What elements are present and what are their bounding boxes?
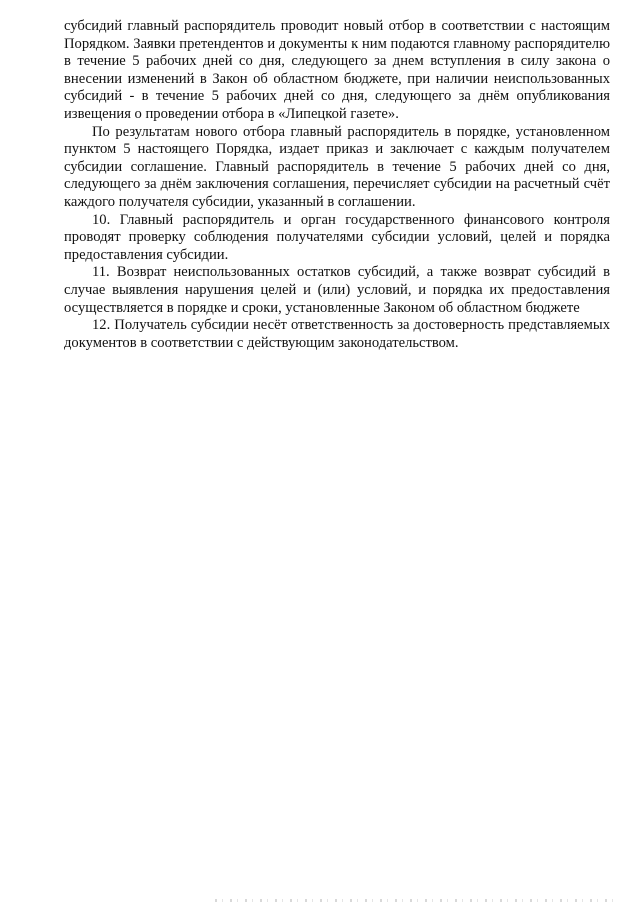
paragraph-11: 11. Возврат неиспользованных остатков субсидий, а также возврат субсидий в случае выявления нарушения целей и (или) условий, и порядка их предоставления осуществляется в порядке и сроки, установленные Законом об областном бюджете	[64, 264, 610, 316]
paragraph-continuation: субсидий главный распорядитель проводит новый отбор в соответствии с настоящим Порядком. Заявки претендентов и документы к ним подаются главному распорядителю в течение 5 рабочих дней со дня, следующего за днем вступления в силу закона о внесении изменений в Закон об областном бюджете, при наличии неиспользованных субсидий - в течение 5 рабочих дней со дня, следующего за днём опубликования извещения о проведении отбора в «Липецкой газете».	[64, 18, 610, 122]
paragraph-10: 10. Главный распорядитель и орган государственного финансового контроля проводят проверку соблюдения получателями субсидии условий, целей и порядка предоставления субсидии.	[64, 211, 610, 263]
document-body	[64, 18, 610, 352]
scan-artifact	[215, 899, 615, 902]
paragraph-12: 12. Получатель субсидии несёт ответственность за достоверность представляемых документов в соответствии с действующим законодательством.	[64, 317, 610, 351]
paragraph-new-selection-results: По результатам нового отбора главный распорядитель в порядке, установленном пунктом 5 настоящего Порядка, издает приказ и заключает с каждым получателем субсидии соглашение. Главный распорядитель в течение 5 рабочих дней со дня, следующего за днём заключения соглашения, перечисляет субсидии на расчетный счёт каждого получателя субсидии, указанный в соглашении.	[64, 123, 610, 210]
